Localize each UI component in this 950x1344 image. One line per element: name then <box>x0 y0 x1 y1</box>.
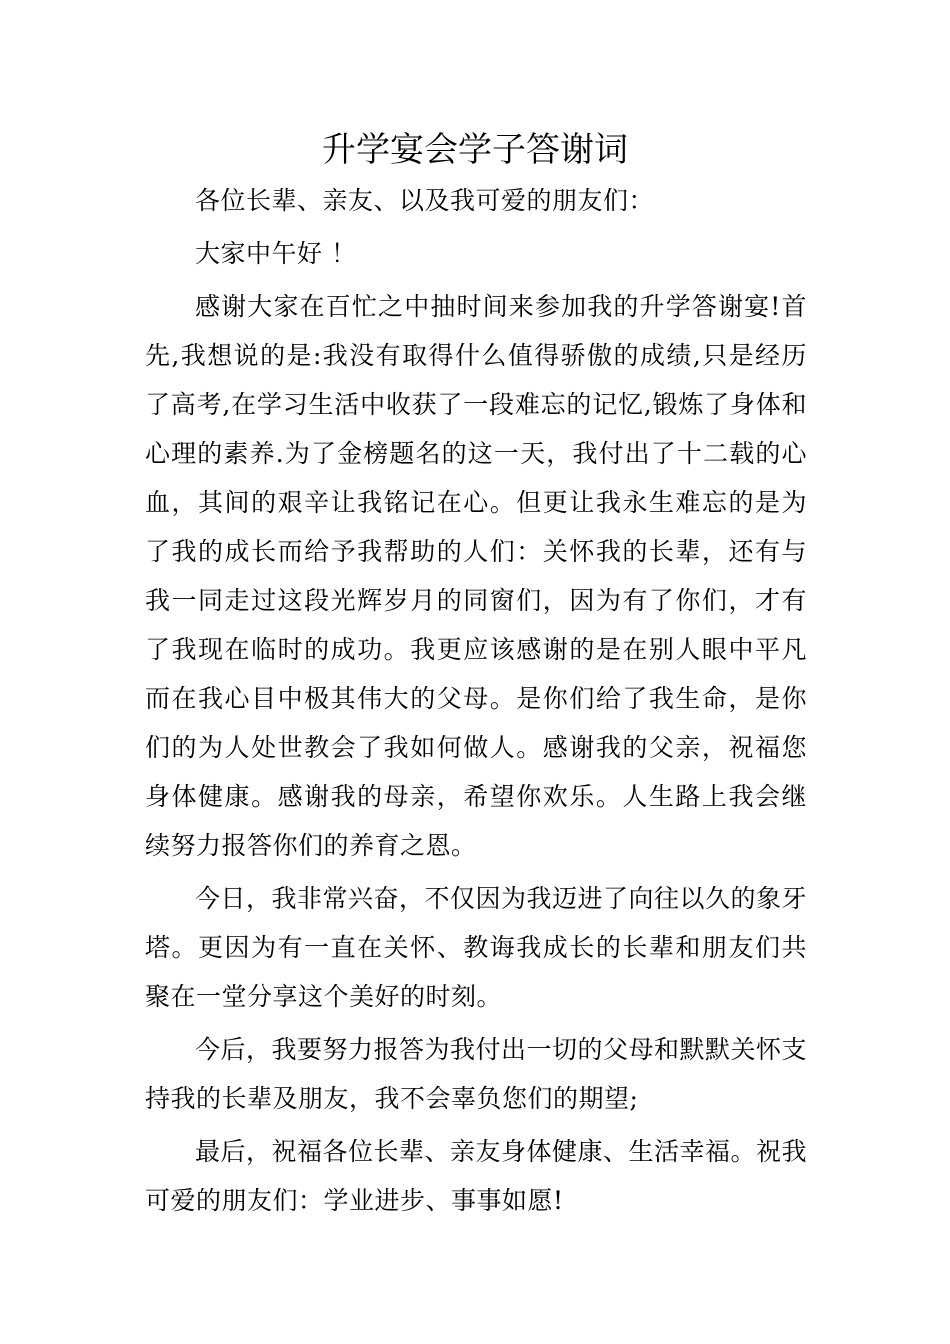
document-body <box>145 176 807 1225</box>
closing-paragraph: 最后，祝福各位长辈、亲友身体健康、生活幸福。祝我可爱的朋友们：学业进步、事事如愿! <box>145 1137 808 1215</box>
future-paragraph: 今后，我要努力报答为我付出一切的父母和默默关怀支持我的长辈及朋友，我不会辜负您们的期望; <box>145 1035 808 1113</box>
document-title: 升学宴会学子答谢词 <box>322 130 628 170</box>
thanks-paragraph: 感谢大家在百忙之中抽时间来参加我的升学答谢宴!首先,我想说的是:我没有取得什么值得骄傲的成绩,只是经历了高考,在学习生活中收获了一段难忘的记忆,锻炼了身体和心理的素养.为了金榜题名的这一天，我付出了十二载的心血，其间的艰辛让我铭记在心。但更让我永生难忘的是为了我的成长而给予我帮助的人们：关怀我的长辈，还有与我一同走过这段光辉岁月的同窗们，因为有了你们，才有了我现在临时的成功。我更应该感谢的是在别人眼中平凡而在我心目中极其伟大的父母。是你们给了我生命，是你们的为人处世教会了我如何做人。感谢我的父亲，祝福您身体健康。感谢我的母亲，希望你欢乐。人生路上我会继续努力报答你们的养育之恩。 <box>145 292 807 860</box>
today-paragraph: 今日，我非常兴奋，不仅因为我迈进了向往以久的象牙塔。更因为有一直在关怀、教诲我成长的长辈和朋友们共聚在一堂分享这个美好的时刻。 <box>145 884 808 1011</box>
greeting-paragraph: 大家中午好 ！ <box>195 239 357 268</box>
salutation-paragraph: 各位长辈、亲友、以及我可爱的朋友们： <box>195 186 655 215</box>
